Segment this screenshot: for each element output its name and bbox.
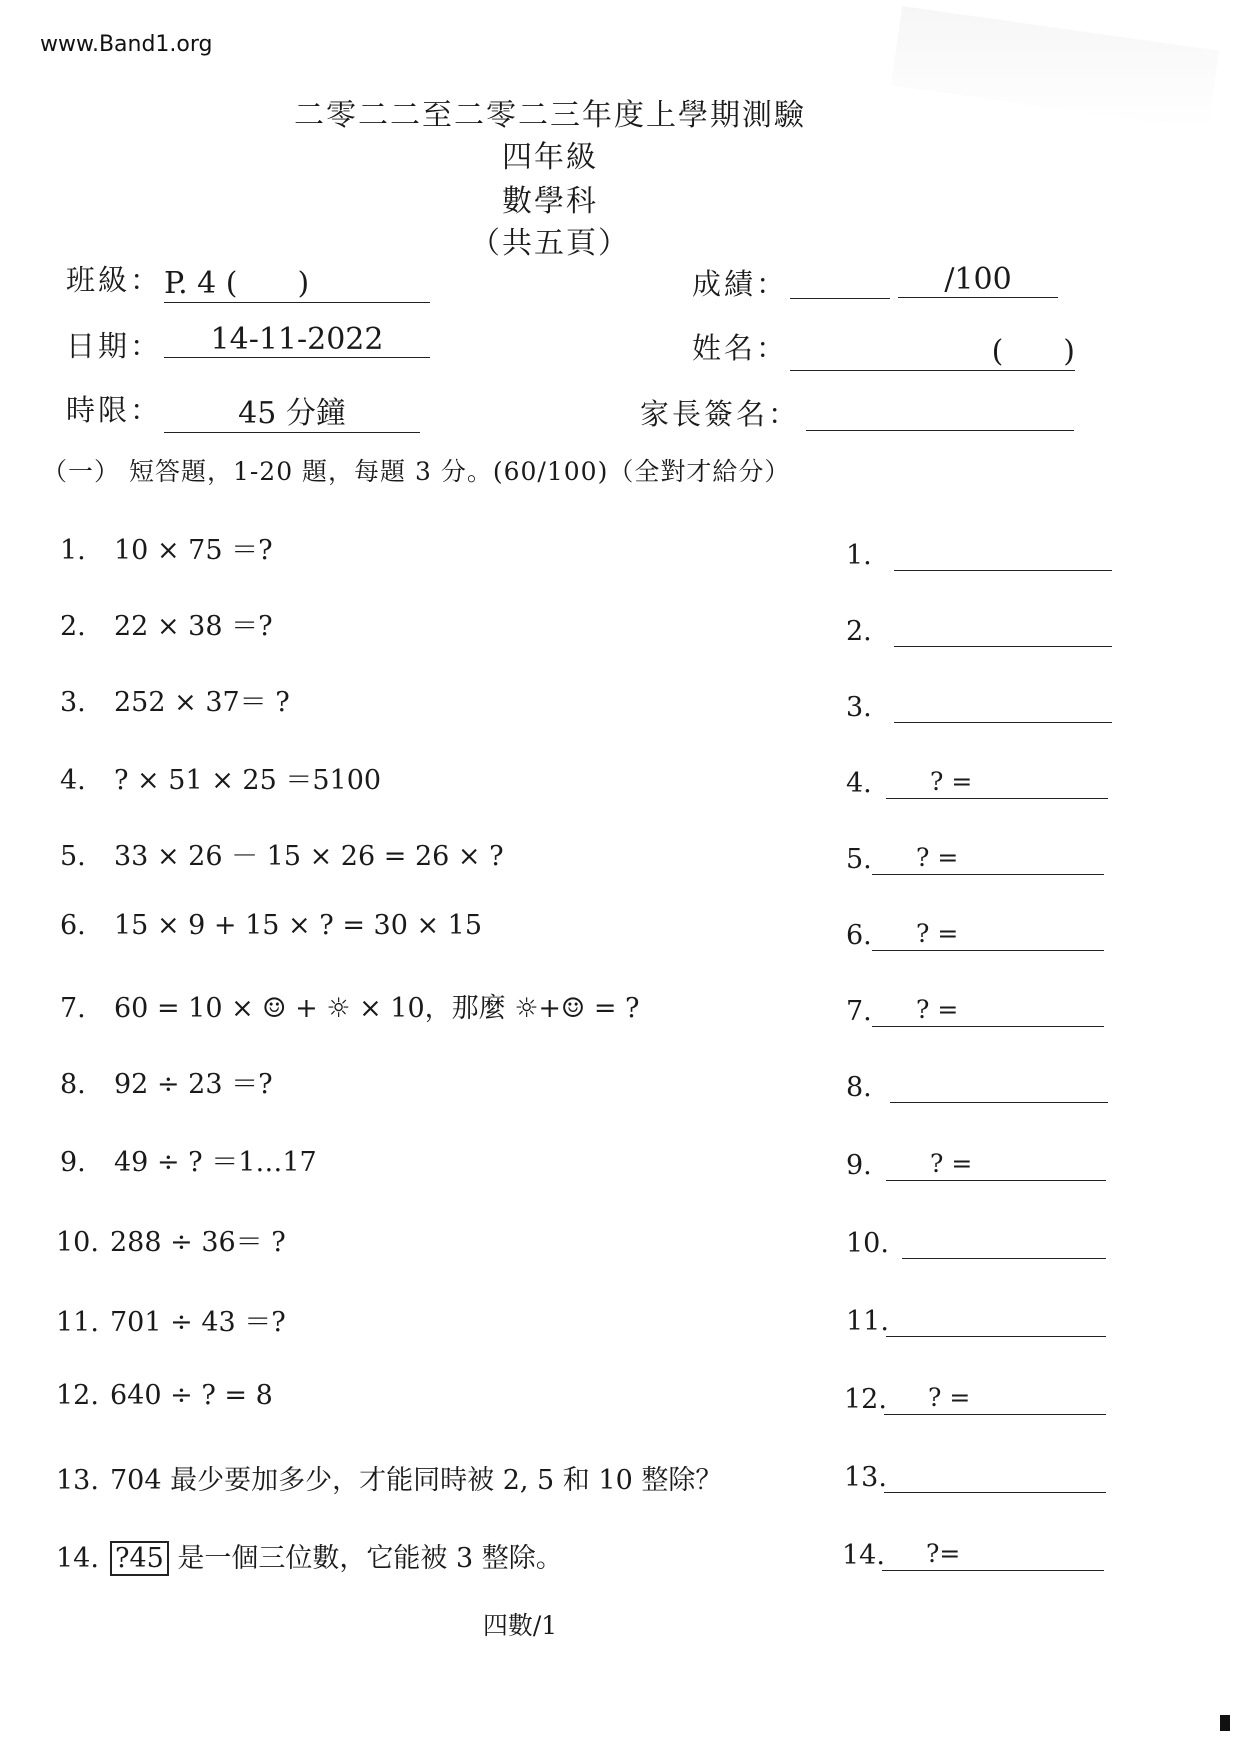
- answer-number: 4.: [846, 768, 872, 799]
- answer-blank[interactable]: [884, 1458, 1106, 1493]
- answer-blank[interactable]: [872, 992, 1104, 1027]
- question-text: 33 × 26 － 15 × 26 = 26 × ?: [114, 841, 504, 872]
- question-number: 12.: [56, 1380, 99, 1411]
- question-1: [60, 528, 273, 567]
- answer-blank[interactable]: [882, 1536, 1104, 1571]
- score-blank[interactable]: [790, 268, 890, 299]
- answer-blank[interactable]: [902, 1224, 1106, 1259]
- question-number: 5.: [60, 841, 86, 872]
- name-label: 姓名：: [692, 331, 789, 365]
- score-label: 成績：: [692, 267, 789, 301]
- answer-row-4: [846, 764, 1108, 799]
- question-11: [56, 1300, 286, 1339]
- answer-prefix: ? =: [930, 1149, 973, 1178]
- answer-prefix: ? =: [928, 1383, 971, 1412]
- answer-prefix: ? =: [916, 919, 959, 948]
- answer-blank[interactable]: [872, 840, 1104, 875]
- question-text: 22 × 38 ＝?: [114, 611, 273, 642]
- question-2: [60, 604, 273, 643]
- answer-blank[interactable]: [884, 1380, 1106, 1415]
- answer-blank[interactable]: [894, 612, 1112, 647]
- time-limit-label: 時限：: [66, 393, 163, 427]
- question-text: 92 ÷ 23 ＝?: [114, 1069, 273, 1100]
- exam-title: 二零二二至二零二三年度上學期測驗: [294, 98, 806, 133]
- answer-number: 6.: [846, 920, 872, 951]
- question-number: 10.: [56, 1227, 99, 1258]
- parent-signature-field[interactable]: [806, 398, 1074, 431]
- answer-blank[interactable]: [886, 764, 1108, 799]
- date-value: 14-11-2022: [164, 322, 430, 358]
- question-4: [60, 758, 381, 797]
- question-number: 3.: [60, 687, 86, 718]
- answer-number: 8.: [846, 1072, 872, 1103]
- question-12: [56, 1380, 273, 1411]
- question-7: [60, 986, 640, 1025]
- question-text: 704 最少要加多少，才能同時被 2, 5 和 10 整除？: [110, 1465, 723, 1496]
- scan-mark: [1220, 1715, 1230, 1731]
- answer-prefix: ?=: [926, 1539, 961, 1568]
- parent-signature-label: 家長簽名：: [640, 397, 801, 431]
- question-13: [56, 1458, 722, 1497]
- question-number: 7.: [60, 993, 86, 1024]
- answer-row-8: [846, 1068, 1108, 1103]
- boxed-number: ?45: [110, 1541, 169, 1576]
- answer-number: 9.: [846, 1150, 872, 1181]
- question-text: 640 ÷ ? = 8: [110, 1380, 273, 1411]
- time-limit-value: 45 分鐘: [164, 388, 420, 433]
- question-number: 4.: [60, 765, 86, 796]
- question-number: 2.: [60, 611, 86, 642]
- name-field[interactable]: ( ): [790, 326, 1075, 371]
- page-count: （共五頁）: [470, 226, 630, 261]
- answer-row-5: [846, 840, 1104, 875]
- answer-number: 2.: [846, 616, 872, 647]
- question-text: 60 = 10 × ☺ + ☼ × 10，那麼 ☼+☺ = ?: [114, 993, 640, 1024]
- answer-row-11: [846, 1302, 1106, 1337]
- answer-row-1: [846, 536, 1112, 571]
- question-text: 701 ÷ 43 ＝?: [110, 1307, 286, 1338]
- question-14: [56, 1536, 563, 1575]
- class-value: P. 4 ( ): [164, 258, 430, 303]
- answer-blank[interactable]: [886, 1302, 1106, 1337]
- answer-row-9: [846, 1146, 1106, 1181]
- question-number: 9.: [60, 1147, 86, 1178]
- class-label: 班級：: [66, 263, 163, 297]
- question-number: 14.: [56, 1543, 99, 1574]
- answer-number: 13.: [844, 1462, 887, 1493]
- answer-row-12: [844, 1380, 1106, 1415]
- question-number: 1.: [60, 535, 86, 566]
- answer-number: 14.: [842, 1540, 885, 1571]
- question-text: 49 ÷ ? ＝1…17: [114, 1147, 317, 1178]
- answer-row-6: [846, 916, 1104, 951]
- score-total: /100: [898, 262, 1058, 298]
- answer-blank[interactable]: [872, 916, 1104, 951]
- answer-number: 12.: [844, 1384, 887, 1415]
- question-number: 11.: [56, 1307, 99, 1338]
- question-text: ? × 51 × 25 ＝5100: [114, 765, 382, 796]
- answer-number: 7.: [846, 996, 872, 1027]
- question-8: [60, 1062, 273, 1101]
- question-number: 13.: [56, 1465, 99, 1496]
- answer-number: 11.: [846, 1306, 889, 1337]
- answer-row-10: [846, 1224, 1106, 1259]
- answer-prefix: ? =: [930, 767, 973, 796]
- question-5: [60, 834, 504, 873]
- answer-row-3: [846, 688, 1112, 723]
- answer-blank[interactable]: [890, 1068, 1108, 1103]
- date-label: 日期：: [66, 329, 163, 363]
- answer-row-14: [842, 1536, 1104, 1571]
- question-number: 6.: [60, 910, 86, 941]
- answer-blank[interactable]: [894, 536, 1112, 571]
- subject-heading: 數學科: [502, 184, 598, 219]
- question-3: [60, 680, 290, 719]
- answer-blank[interactable]: [886, 1146, 1106, 1181]
- answer-row-13: [844, 1458, 1106, 1493]
- answer-number: 3.: [846, 692, 872, 723]
- question-text: 288 ÷ 36＝ ?: [110, 1227, 286, 1258]
- section-heading: （一） 短答題，1-20 題，每題 3 分。(60/100)（全對才給分）: [42, 457, 791, 486]
- question-number: 8.: [60, 1069, 86, 1100]
- question-6: [60, 910, 482, 941]
- question-text: 是一個三位數，它能被 3 整除。: [168, 1543, 563, 1574]
- answer-number: 5.: [846, 844, 872, 875]
- question-10: [56, 1220, 286, 1259]
- answer-prefix: ? =: [916, 843, 959, 872]
- answer-prefix: ? =: [916, 995, 959, 1024]
- question-text: 15 × 9 + 15 × ? = 30 × 15: [114, 910, 483, 941]
- watermark: www.Band1.org: [40, 32, 213, 57]
- answer-number: 1.: [846, 540, 872, 571]
- page-footer: 四數/1: [482, 1611, 558, 1640]
- answer-blank[interactable]: [894, 688, 1112, 723]
- question-text: 10 × 75 ＝?: [114, 535, 273, 566]
- question-text: 252 × 37＝ ?: [114, 687, 290, 718]
- answer-number: 10.: [846, 1228, 889, 1259]
- grade-heading: 四年級: [502, 140, 598, 175]
- answer-row-7: [846, 992, 1104, 1027]
- answer-row-2: [846, 612, 1112, 647]
- question-9: [60, 1140, 317, 1179]
